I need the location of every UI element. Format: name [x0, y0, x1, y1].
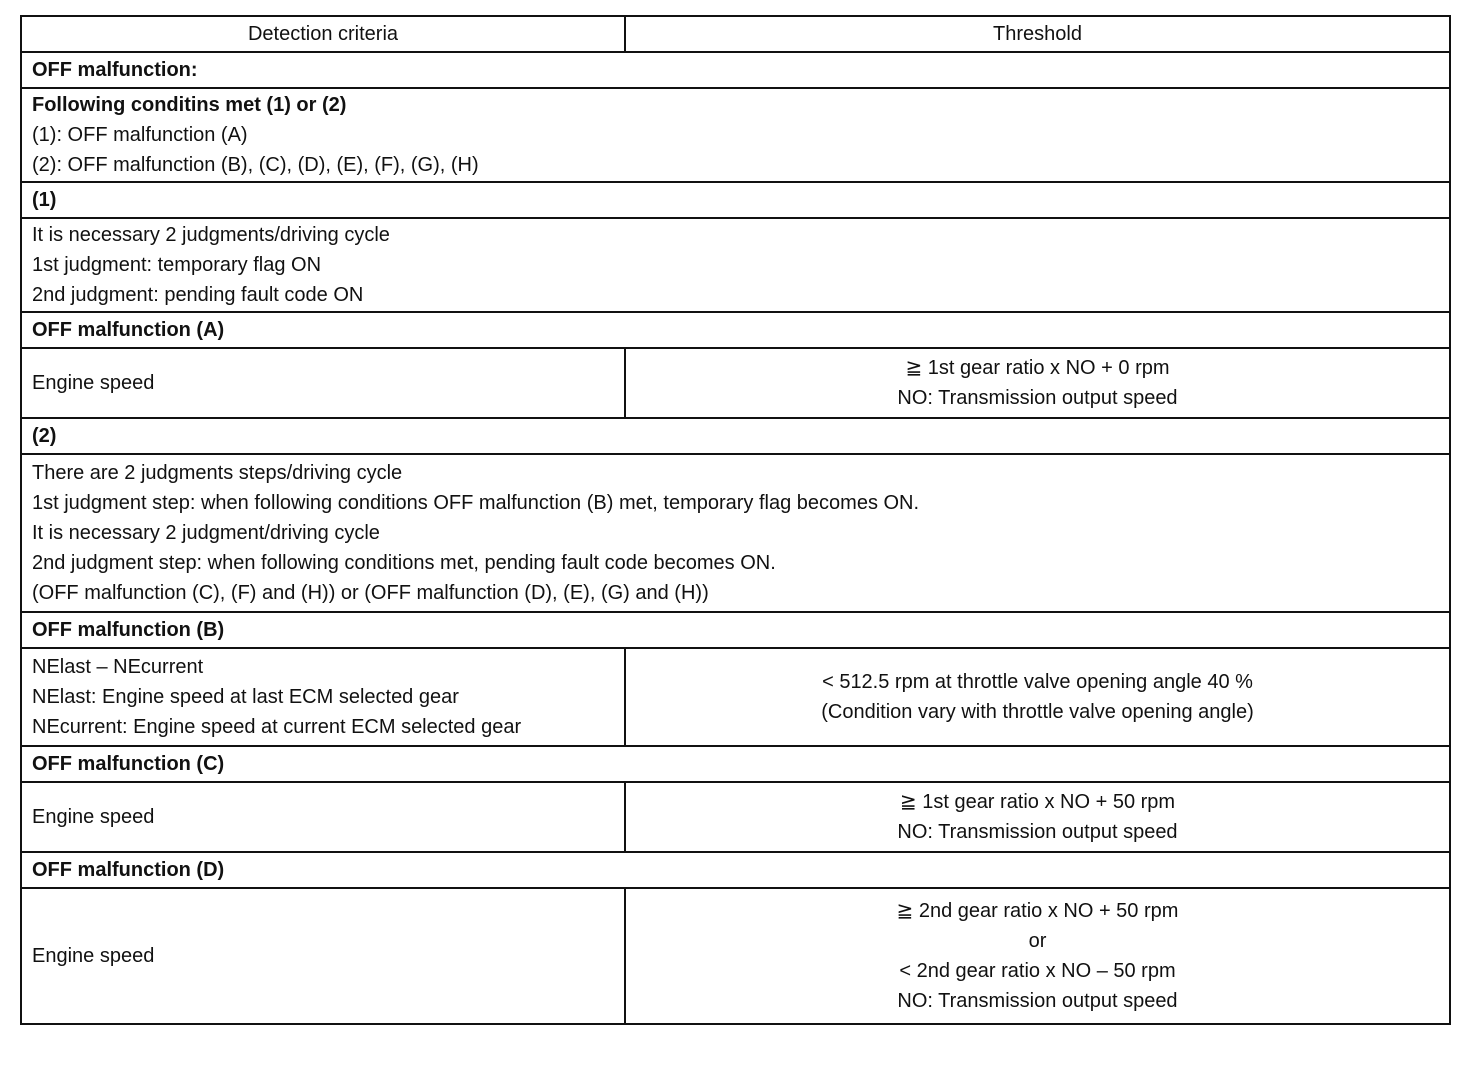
- section-2-line-3: It is necessary 2 judgment/driving cycle: [32, 522, 380, 544]
- conditions-line-2: (2): OFF malfunction (B), (C), (D), (E), (F), (G), (H): [32, 154, 479, 176]
- off-b-criteria-line-1: NElast – NEcurrent: [32, 656, 204, 678]
- header-detection-criteria: Detection criteria: [21, 16, 625, 52]
- off-b-threshold: [625, 648, 1450, 746]
- conditions-cell: [21, 88, 1450, 182]
- off-b-threshold-line-1: < 512.5 rpm at throttle valve opening angle 40 %: [822, 671, 1253, 693]
- off-b-criteria: [21, 648, 625, 746]
- section-1-line-3: 2nd judgment: pending fault code ON: [32, 284, 364, 306]
- section-2-line-4: 2nd judgment step: when following conditions met, pending fault code becomes ON.: [32, 552, 776, 574]
- table-row: [21, 454, 1450, 612]
- off-a-threshold: [625, 348, 1450, 418]
- section-2-line-2: 1st judgment step: when following conditions OFF malfunction (B) met, temporary flag becomes ON.: [32, 492, 920, 514]
- section-1-heading: (1): [21, 182, 1450, 218]
- table-row: [21, 648, 1450, 746]
- off-d-threshold-line-1: ≧ 2nd gear ratio x NO + 50 rpm: [896, 900, 1179, 922]
- off-d-threshold-line-3: < 2nd gear ratio x NO – 50 rpm: [899, 960, 1176, 982]
- table-row: [21, 52, 1450, 88]
- off-malfunction-heading: OFF malfunction:: [21, 52, 1450, 88]
- section-2-heading: (2): [21, 418, 1450, 454]
- table-row: [21, 888, 1450, 1024]
- off-c-threshold-line-1: ≧ 1st gear ratio x NO + 50 rpm: [899, 791, 1176, 813]
- off-b-threshold-line-2: (Condition vary with throttle valve opening angle): [821, 701, 1254, 723]
- section-1-line-2: 1st judgment: temporary flag ON: [32, 254, 322, 276]
- table-row: [21, 612, 1450, 648]
- table-row: [21, 852, 1450, 888]
- off-malfunction-b-heading: OFF malfunction (B): [21, 612, 1450, 648]
- off-a-criteria: Engine speed: [21, 348, 625, 418]
- section-2-line-5: (OFF malfunction (C), (F) and (H)) or (OFF malfunction (D), (E), (G) and (H)): [32, 582, 709, 604]
- detection-criteria-table: [20, 15, 1451, 1025]
- off-c-threshold-line-2: NO: Transmission output speed: [897, 821, 1178, 843]
- table-row: [21, 746, 1450, 782]
- off-d-threshold-line-2: or: [1028, 930, 1047, 952]
- table-row: [21, 182, 1450, 218]
- table-row: [21, 312, 1450, 348]
- off-malfunction-d-heading: OFF malfunction (D): [21, 852, 1450, 888]
- off-c-threshold: [625, 782, 1450, 852]
- off-d-threshold: [625, 888, 1450, 1024]
- conditions-line-1: (1): OFF malfunction (A): [32, 124, 248, 146]
- off-c-criteria: Engine speed: [21, 782, 625, 852]
- table-row: [21, 418, 1450, 454]
- table-row: [21, 348, 1450, 418]
- off-malfunction-c-heading: OFF malfunction (C): [21, 746, 1450, 782]
- section-2-line-1: There are 2 judgments steps/driving cycle: [32, 462, 403, 484]
- off-malfunction-a-heading: OFF malfunction (A): [21, 312, 1450, 348]
- table-row: [21, 782, 1450, 852]
- section-2-text: [21, 454, 1450, 612]
- table-header-row: [21, 16, 1450, 52]
- header-threshold: Threshold: [625, 16, 1450, 52]
- off-d-threshold-line-4: NO: Transmission output speed: [897, 990, 1178, 1012]
- off-b-criteria-line-2: NElast: Engine speed at last ECM selected gear: [32, 686, 459, 708]
- table-row: [21, 88, 1450, 182]
- section-1-text: [21, 218, 1450, 312]
- off-d-criteria: Engine speed: [21, 888, 625, 1024]
- off-a-threshold-line-2: NO: Transmission output speed: [897, 387, 1178, 409]
- conditions-title: Following conditins met (1) or (2): [32, 94, 347, 116]
- table-row: [21, 218, 1450, 312]
- section-1-line-1: It is necessary 2 judgments/driving cycle: [32, 224, 390, 246]
- off-b-criteria-line-3: NEcurrent: Engine speed at current ECM selected gear: [32, 716, 522, 738]
- off-a-threshold-line-1: ≧ 1st gear ratio x NO + 0 rpm: [905, 357, 1170, 379]
